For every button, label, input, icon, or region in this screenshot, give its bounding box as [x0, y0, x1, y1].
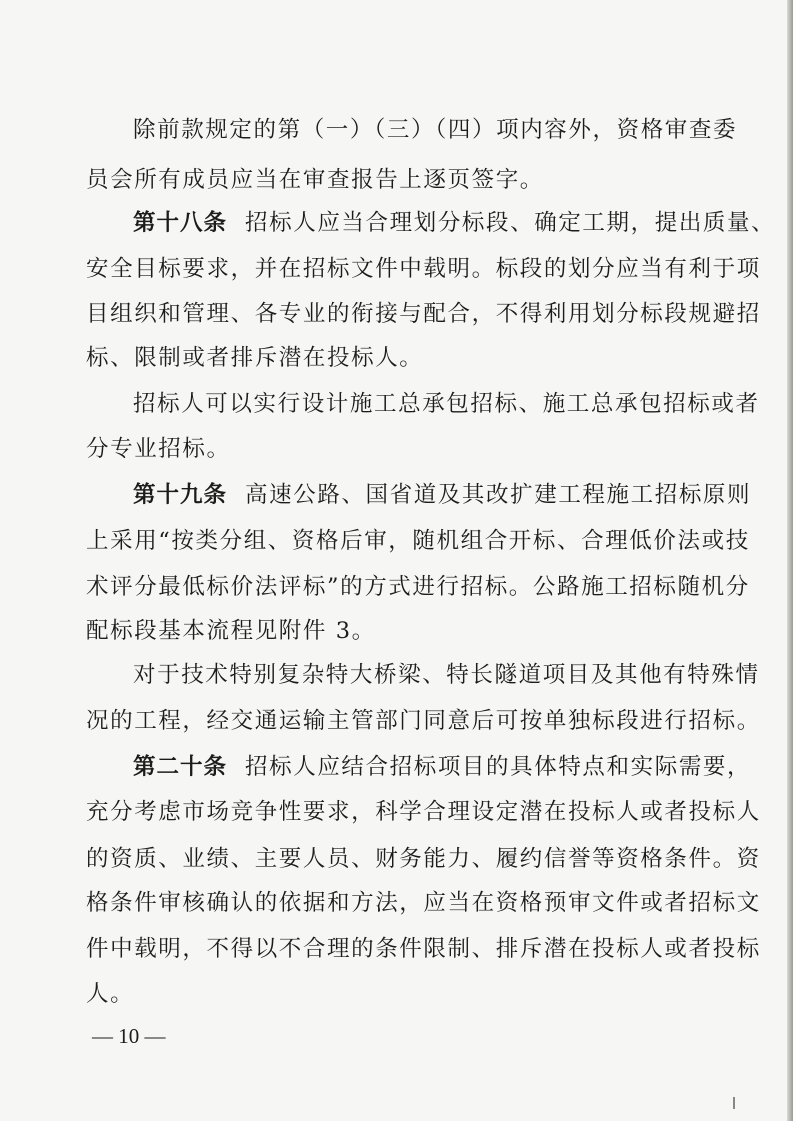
paragraph-line: 招标人可以实行设计施工总承包招标、施工总承包招标或者	[133, 391, 760, 417]
page-number: — 10 —	[92, 1024, 166, 1048]
scan-speck	[733, 1097, 735, 1109]
paragraph-line: 术评分最低标价法评标”的方式进行招标。公路施工招标随机分	[86, 574, 750, 600]
article-heading: 第十八条	[133, 210, 228, 236]
article-heading: 第二十条	[133, 754, 228, 780]
article-heading: 第十九条	[133, 482, 228, 508]
paragraph-line: 人。	[86, 981, 135, 1007]
paragraph-line: 标、限制或者排斥潜在投标人。	[86, 345, 424, 371]
article-text: 招标人应结合招标项目的具体特点和实际需要，	[245, 754, 752, 780]
paragraph-line: 安全目标要求，并在招标文件中载明。标段的划分应当有利于项	[86, 256, 761, 282]
scan-edge	[787, 0, 793, 1121]
paragraph-line: 分专业招标。	[86, 436, 231, 462]
article-text: 高速公路、国省道及其改扩建工程施工招标原则	[245, 482, 752, 508]
paragraph-line: 的资质、业绩、主要人员、财务能力、履约信誉等资格条件。资	[86, 846, 761, 872]
paragraph-line: 上采用“按类分组、资格后审，随机组合开标、合理低价法或技	[86, 528, 750, 554]
paragraph-line: 除前款规定的第（一）（三）（四）项内容外，资格审查委	[133, 117, 738, 143]
paragraph-line: 对于技术特别复杂特大桥梁、特长隧道项目及其他有特殊情	[133, 662, 760, 688]
paragraph-line: 况的工程，经交通运输主管部门同意后可按单独标段进行招标。	[86, 708, 761, 734]
article-text: 招标人应当合理划分标段、确定工期，提出质量、	[245, 210, 776, 236]
paragraph-line: 件中载明，不得以不合理的条件限制、排斥潜在投标人或者投标	[86, 936, 761, 962]
paragraph-line: 目组织和管理、各专业的衔接与配合，不得利用划分标段规避招	[86, 301, 761, 327]
paragraph-line: 充分考虑市场竞争性要求，科学合理设定潜在投标人或者投标人	[86, 799, 761, 825]
paragraph-line: 配标段基本流程见附件 3。	[86, 618, 376, 644]
paragraph-line: 格条件审核确认的依据和方法，应当在资格预审文件或者招标文	[86, 890, 761, 916]
article-20-line	[133, 752, 751, 782]
article-18-line	[133, 208, 775, 238]
paragraph-line: 员会所有成员应当在审查报告上逐页签字。	[86, 167, 544, 193]
article-19-line	[133, 480, 751, 510]
